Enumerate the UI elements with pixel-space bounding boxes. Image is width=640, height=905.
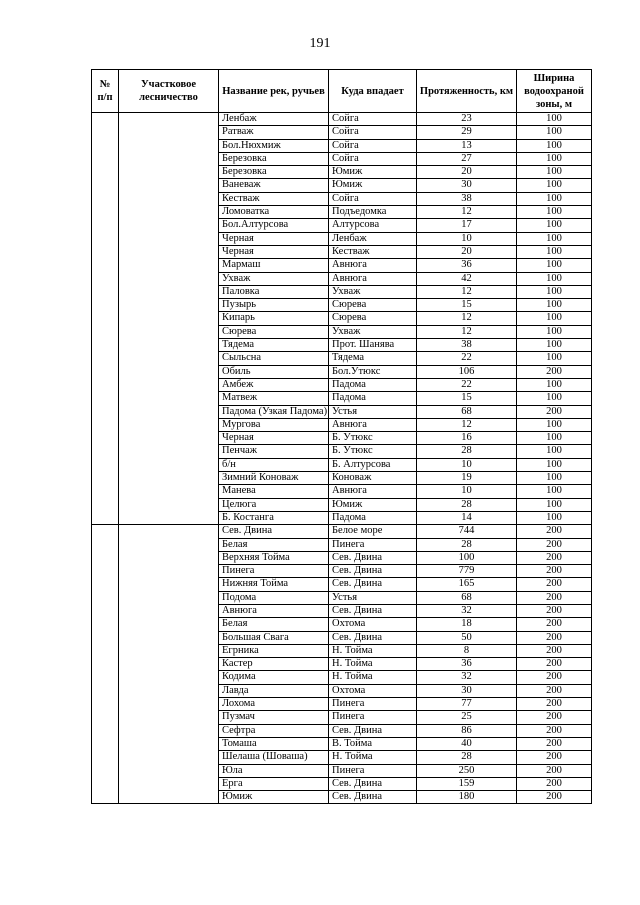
cell-length: 22 [417, 352, 517, 365]
cell-length: 10 [417, 458, 517, 471]
cell-mouth: Ухваж [329, 325, 417, 338]
cell-river: Лавда [219, 684, 329, 697]
cell-mouth: Белое море [329, 525, 417, 538]
cell-river: Черная [219, 432, 329, 445]
cell-length: 42 [417, 272, 517, 285]
cell-mouth: Авнюга [329, 418, 417, 431]
cell-length: 68 [417, 591, 517, 604]
cell-width: 200 [517, 591, 592, 604]
cell-mouth: Сюрева [329, 312, 417, 325]
cell-mouth: Юмиж [329, 179, 417, 192]
cell-river: Черная [219, 245, 329, 258]
cell-mouth: Коноваж [329, 472, 417, 485]
cell-river: Мургова [219, 418, 329, 431]
cell-width: 100 [517, 232, 592, 245]
cell-length: 250 [417, 764, 517, 777]
cell-length: 27 [417, 152, 517, 165]
cell-length: 18 [417, 618, 517, 631]
cell-length: 165 [417, 578, 517, 591]
cell-width: 100 [517, 485, 592, 498]
cell-width: 200 [517, 578, 592, 591]
cell-width: 100 [517, 498, 592, 511]
cell-width: 200 [517, 658, 592, 671]
cell-mouth: Пинега [329, 698, 417, 711]
cell-river: Паловка [219, 285, 329, 298]
cell-width: 200 [517, 791, 592, 804]
cell-mouth: Н. Тойма [329, 751, 417, 764]
cell-length: 13 [417, 139, 517, 152]
cell-river: Пузырь [219, 299, 329, 312]
cell-length: 38 [417, 339, 517, 352]
table-header-row [92, 70, 592, 113]
cell-width: 200 [517, 365, 592, 378]
cell-length: 15 [417, 299, 517, 312]
cell-river: Шелаша (Шоваша) [219, 751, 329, 764]
cell-mouth: Устья [329, 591, 417, 604]
cell-length: 86 [417, 724, 517, 737]
cell-width: 100 [517, 245, 592, 258]
cell-river: Зимний Коноваж [219, 472, 329, 485]
cell-length: 22 [417, 378, 517, 391]
cell-river: Егрника [219, 644, 329, 657]
cell-mouth: Сойга [329, 152, 417, 165]
cell-width: 100 [517, 152, 592, 165]
cell-mouth: В. Тойма [329, 737, 417, 750]
cell-width: 200 [517, 644, 592, 657]
cell-width: 100 [517, 378, 592, 391]
cell-river: Ухваж [219, 272, 329, 285]
cell-width: 100 [517, 432, 592, 445]
cell-width: 100 [517, 166, 592, 179]
cell-river: Березовка [219, 166, 329, 179]
cell-mouth: Сойга [329, 139, 417, 152]
cell-length: 14 [417, 511, 517, 524]
cell-river: Сюрева [219, 325, 329, 338]
cell-river: Пинега [219, 565, 329, 578]
cell-river: Мармаш [219, 259, 329, 272]
cell-length: 30 [417, 179, 517, 192]
cell-mouth: Авнюга [329, 259, 417, 272]
cell-river: Юла [219, 764, 329, 777]
cell-mouth: Н. Тойма [329, 644, 417, 657]
cell-length: 10 [417, 232, 517, 245]
cell-river: Пенчаж [219, 445, 329, 458]
cell-river: Березовка [219, 152, 329, 165]
cell-length: 180 [417, 791, 517, 804]
cell-river: Юмиж [219, 791, 329, 804]
cell-river: Пузмач [219, 711, 329, 724]
cell-mouth: Подъедомка [329, 206, 417, 219]
cell-width: 100 [517, 113, 592, 126]
cell-mouth: Сойга [329, 126, 417, 139]
cell-width: 100 [517, 179, 592, 192]
cell-width: 100 [517, 259, 592, 272]
cell-length: 28 [417, 445, 517, 458]
cell-width: 200 [517, 604, 592, 617]
cell-mouth: Кестваж [329, 245, 417, 258]
cell-length: 19 [417, 472, 517, 485]
header-num: № п/п [92, 70, 119, 113]
cell-river: Белая [219, 538, 329, 551]
cell-length: 12 [417, 285, 517, 298]
cell-mouth: Б. Утюкс [329, 445, 417, 458]
cell-mouth: Авнюга [329, 485, 417, 498]
cell-river: Сыльсна [219, 352, 329, 365]
cell-length: 15 [417, 392, 517, 405]
cell-mouth: Охтома [329, 684, 417, 697]
cell-width: 100 [517, 511, 592, 524]
cell-length: 32 [417, 671, 517, 684]
cell-length: 68 [417, 405, 517, 418]
cell-num [92, 525, 119, 804]
cell-length: 28 [417, 538, 517, 551]
cell-width: 200 [517, 671, 592, 684]
header-river: Название рек, ручьев [219, 70, 329, 113]
cell-river: Ваневаж [219, 179, 329, 192]
cell-mouth: Пинега [329, 711, 417, 724]
cell-mouth: Алтурсова [329, 219, 417, 232]
cell-width: 200 [517, 711, 592, 724]
cell-width: 200 [517, 405, 592, 418]
cell-length: 25 [417, 711, 517, 724]
cell-mouth: Тядема [329, 352, 417, 365]
cell-length: 36 [417, 259, 517, 272]
cell-width: 100 [517, 139, 592, 152]
cell-length: 12 [417, 418, 517, 431]
cell-mouth: Сев. Двина [329, 565, 417, 578]
cell-mouth: Сойга [329, 192, 417, 205]
cell-river: Ломоватка [219, 206, 329, 219]
cell-river: Тядема [219, 339, 329, 352]
cell-river: Б. Костанга [219, 511, 329, 524]
cell-width: 200 [517, 764, 592, 777]
cell-river: Ерга [219, 777, 329, 790]
cell-length: 10 [417, 485, 517, 498]
cell-river: Матвеж [219, 392, 329, 405]
cell-mouth: Прот. Шанява [329, 339, 417, 352]
cell-river: Ратваж [219, 126, 329, 139]
cell-width: 100 [517, 126, 592, 139]
cell-width: 200 [517, 538, 592, 551]
cell-width: 100 [517, 299, 592, 312]
cell-river: Манева [219, 485, 329, 498]
cell-mouth: Падома [329, 392, 417, 405]
cell-mouth: Сев. Двина [329, 631, 417, 644]
cell-length: 28 [417, 751, 517, 764]
cell-width: 200 [517, 551, 592, 564]
cell-river: Кестваж [219, 192, 329, 205]
cell-mouth: Пинега [329, 764, 417, 777]
cell-mouth: Бол.Утюкс [329, 365, 417, 378]
cell-length: 28 [417, 498, 517, 511]
cell-river: Кастер [219, 658, 329, 671]
cell-mouth: Б. Алтурсова [329, 458, 417, 471]
cell-mouth: Падома [329, 378, 417, 391]
cell-width: 100 [517, 272, 592, 285]
cell-river: Бол.Алтурсова [219, 219, 329, 232]
cell-length: 38 [417, 192, 517, 205]
cell-width: 100 [517, 352, 592, 365]
cell-width: 100 [517, 312, 592, 325]
cell-length: 36 [417, 658, 517, 671]
cell-width: 200 [517, 684, 592, 697]
cell-river: Большая Свага [219, 631, 329, 644]
cell-width: 200 [517, 698, 592, 711]
cell-mouth: Падома [329, 511, 417, 524]
cell-river: Сефтра [219, 724, 329, 737]
cell-width: 100 [517, 285, 592, 298]
cell-width: 100 [517, 219, 592, 232]
cell-length: 50 [417, 631, 517, 644]
cell-river: Кипарь [219, 312, 329, 325]
table-row [92, 525, 592, 538]
cell-river: Амбеж [219, 378, 329, 391]
cell-width: 200 [517, 631, 592, 644]
header-length: Протяженность, км [417, 70, 517, 113]
cell-width: 100 [517, 458, 592, 471]
cell-width: 100 [517, 192, 592, 205]
cell-mouth: Юмиж [329, 166, 417, 179]
cell-width: 100 [517, 325, 592, 338]
cell-length: 23 [417, 113, 517, 126]
cell-length: 12 [417, 206, 517, 219]
cell-mouth: Пинега [329, 538, 417, 551]
cell-num [92, 113, 119, 525]
cell-mouth: Устья [329, 405, 417, 418]
cell-river: Ленбаж [219, 113, 329, 126]
cell-mouth: Юмиж [329, 498, 417, 511]
cell-river: Лохома [219, 698, 329, 711]
cell-length: 29 [417, 126, 517, 139]
cell-river: Нижняя Тойма [219, 578, 329, 591]
page-number: 191 [309, 36, 331, 51]
cell-mouth: Н. Тойма [329, 658, 417, 671]
cell-length: 20 [417, 245, 517, 258]
cell-length: 32 [417, 604, 517, 617]
cell-river: Томаша [219, 737, 329, 750]
cell-mouth: Охтома [329, 618, 417, 631]
cell-river: Сев. Двина [219, 525, 329, 538]
cell-river: Целюга [219, 498, 329, 511]
cell-width: 100 [517, 339, 592, 352]
header-mouth: Куда впадает [329, 70, 417, 113]
cell-length: 12 [417, 325, 517, 338]
cell-river: Падома (Узкая Падома) [219, 405, 329, 418]
cell-mouth: Ухваж [329, 285, 417, 298]
cell-river: Черная [219, 232, 329, 245]
cell-length: 30 [417, 684, 517, 697]
cell-river: Белая [219, 618, 329, 631]
cell-width: 200 [517, 737, 592, 750]
cell-length: 40 [417, 737, 517, 750]
table-row [92, 113, 592, 126]
cell-width: 200 [517, 525, 592, 538]
cell-mouth: Авнюга [329, 272, 417, 285]
cell-river: Кодима [219, 671, 329, 684]
cell-river: Верхняя Тойма [219, 551, 329, 564]
cell-mouth: Сев. Двина [329, 551, 417, 564]
cell-mouth: Сев. Двина [329, 777, 417, 790]
cell-length: 20 [417, 166, 517, 179]
cell-length: 17 [417, 219, 517, 232]
cell-length: 16 [417, 432, 517, 445]
cell-length: 779 [417, 565, 517, 578]
cell-width: 200 [517, 565, 592, 578]
cell-mouth: Сев. Двина [329, 578, 417, 591]
cell-mouth: Сев. Двина [329, 791, 417, 804]
cell-length: 100 [417, 551, 517, 564]
cell-river: Авнюга [219, 604, 329, 617]
cell-width: 100 [517, 392, 592, 405]
cell-length: 77 [417, 698, 517, 711]
cell-length: 8 [417, 644, 517, 657]
cell-width: 200 [517, 618, 592, 631]
cell-river: Подома [219, 591, 329, 604]
cell-width: 200 [517, 724, 592, 737]
cell-length: 106 [417, 365, 517, 378]
header-forestry: Участковое лесничество [119, 70, 219, 113]
cell-forestry [119, 525, 219, 804]
cell-river: б/н [219, 458, 329, 471]
cell-mouth: Сев. Двина [329, 724, 417, 737]
cell-river: Обиль [219, 365, 329, 378]
cell-mouth: Б. Утюкс [329, 432, 417, 445]
cell-forestry [119, 113, 219, 525]
cell-width: 200 [517, 777, 592, 790]
cell-width: 100 [517, 472, 592, 485]
rivers-table [91, 69, 592, 804]
cell-width: 200 [517, 751, 592, 764]
cell-mouth: Сев. Двина [329, 604, 417, 617]
cell-width: 100 [517, 445, 592, 458]
cell-width: 100 [517, 418, 592, 431]
cell-mouth: Н. Тойма [329, 671, 417, 684]
cell-length: 159 [417, 777, 517, 790]
cell-width: 100 [517, 206, 592, 219]
cell-mouth: Сюрева [329, 299, 417, 312]
table-body [92, 113, 592, 804]
cell-length: 744 [417, 525, 517, 538]
cell-mouth: Ленбаж [329, 232, 417, 245]
header-width: Ширина водоохраной зоны, м [517, 70, 592, 113]
cell-length: 12 [417, 312, 517, 325]
cell-river: Бол.Нюхмиж [219, 139, 329, 152]
cell-mouth: Сойга [329, 113, 417, 126]
